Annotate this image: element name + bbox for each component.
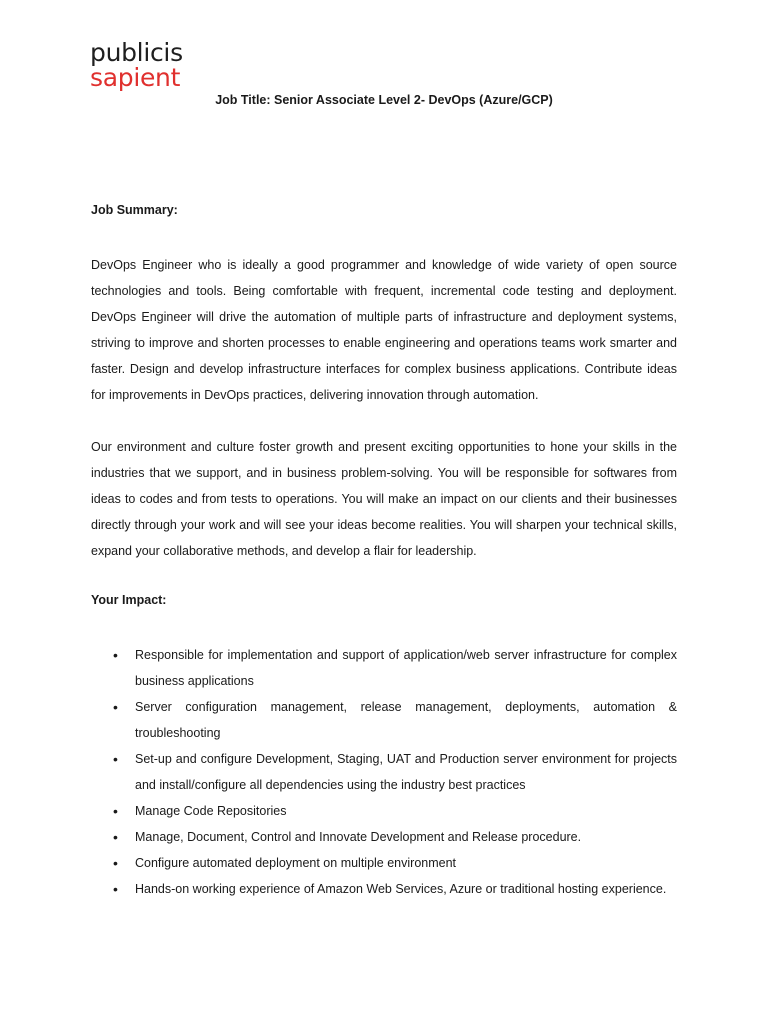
bullet-icon: • <box>113 647 118 663</box>
logo-line-publicis: publicis <box>90 38 183 67</box>
your-impact-heading: Your Impact: <box>91 593 167 607</box>
list-item: • Configure automated deployment on multiple environment <box>91 850 677 876</box>
job-summary-heading: Job Summary: <box>91 203 178 217</box>
bullet-icon: • <box>113 699 118 715</box>
list-item: • Manage, Document, Control and Innovate Development and Release procedure. <box>91 824 677 850</box>
logo-line-sapient: sapient <box>90 63 181 92</box>
list-item: • Manage Code Repositories <box>91 798 677 824</box>
list-item: • Set-up and configure Development, Staging, UAT and Production server environment for projects and install/configure all dependencies using the industry best practices <box>91 746 677 798</box>
list-item: • Responsible for implementation and support of application/web server infrastructure for complex business applications <box>91 642 677 694</box>
bullet-icon: • <box>113 751 118 767</box>
document-body <box>91 200 677 902</box>
job-summary-paragraph-1: DevOps Engineer who is ideally a good programmer and knowledge of wide variety of open source technologies and tools. Being comfortable with frequent, incremental code testing and deployment. DevOps Engineer will drive the automation of multiple parts of infrastructure and deployment systems, striving to improve and shorten processes to enable engineering and operations teams work smarter and faster. Design and develop infrastructure interfaces for complex business applications. Contribute ideas for improvements in DevOps practices, delivering innovation through automation. <box>91 258 677 402</box>
bullet-icon: • <box>113 803 118 819</box>
list-item: • Hands-on working experience of Amazon Web Services, Azure or traditional hosting experience. <box>91 876 677 902</box>
bullet-icon: • <box>113 829 118 845</box>
list-item: • Server configuration management, release management, deployments, automation & troubleshooting <box>91 694 677 746</box>
publicis-sapient-logo <box>90 40 183 90</box>
job-title: Job Title: Senior Associate Level 2- DevOps (Azure/GCP) <box>215 93 553 107</box>
job-summary-paragraph-2: Our environment and culture foster growth and present exciting opportunities to hone your skills in the industries that we support, and in business problem-solving. You will be responsible for softwares from ideas to codes and from tests to operations. You will make an impact on our clients and their businesses directly through your work and will see your ideas become realities. You will sharpen your technical skills, expand your collaborative methods, and develop a flair for leadership. <box>91 440 677 558</box>
bullet-icon: • <box>113 855 118 871</box>
impact-list <box>91 642 677 902</box>
bullet-icon: • <box>113 881 118 897</box>
